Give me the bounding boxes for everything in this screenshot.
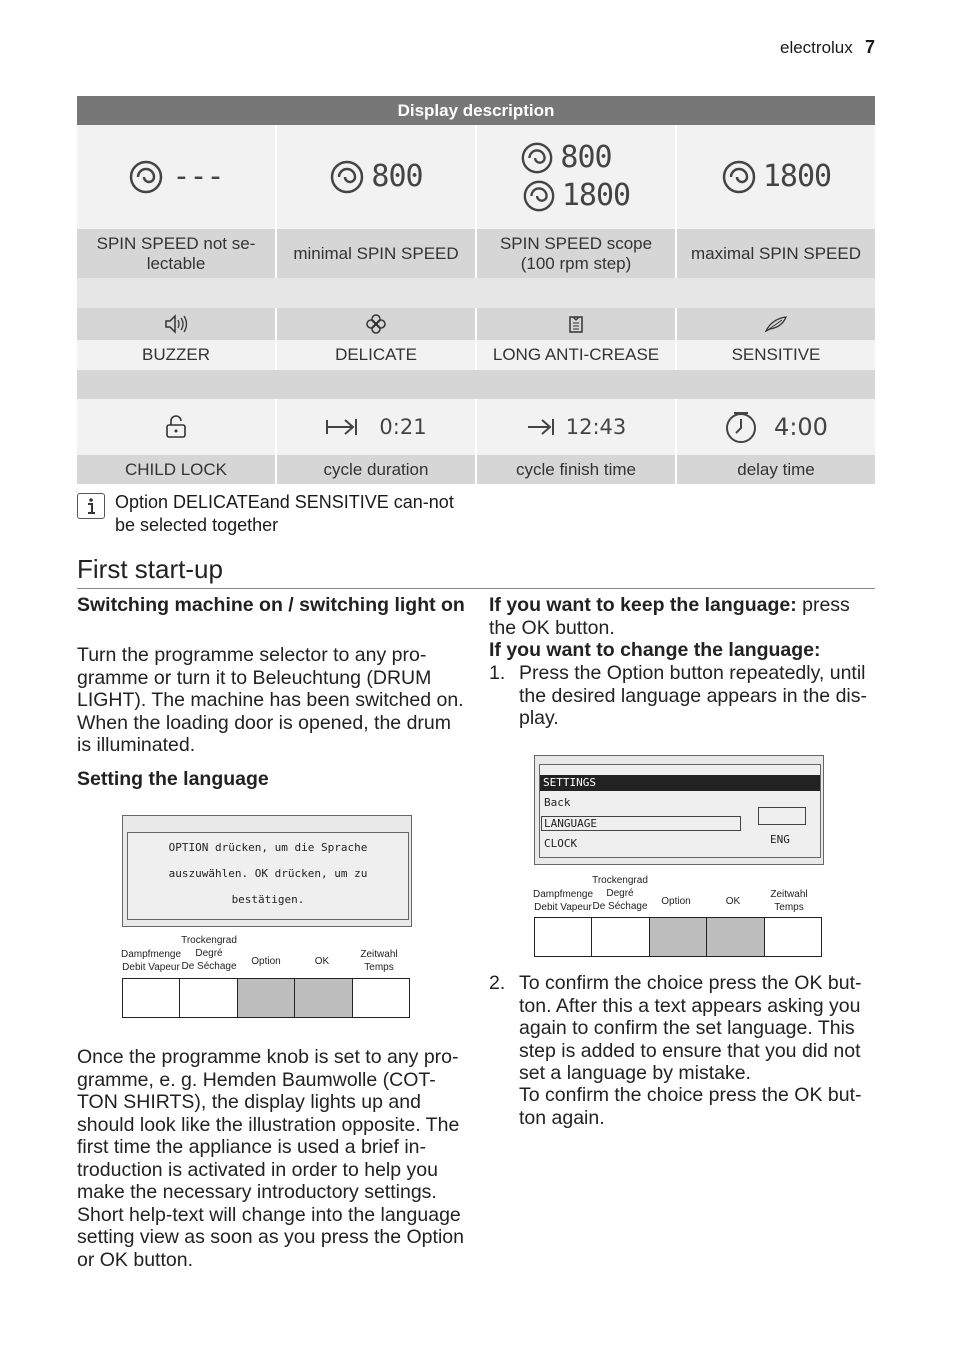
label-anticrease: LONG ANTI-CREASE (477, 340, 675, 370)
feather-icon (764, 315, 788, 333)
clock-icon (724, 410, 758, 444)
section-divider (77, 588, 875, 589)
heading-language: Setting the language (77, 768, 269, 790)
paragraph-keep-language: If you want to keep the language: press the OK button. (489, 594, 850, 639)
step-1-text: Press the Option button repeatedly, until the desired language appears in the dis-play. (519, 662, 867, 729)
cell-anticrease-icon (477, 308, 675, 340)
table-spacer (77, 278, 875, 308)
display-delay-time (677, 399, 875, 455)
display-cycle-duration (277, 399, 475, 455)
cell-sensitive-icon (677, 308, 875, 340)
label-spin-max: maximal SPIN SPEED (677, 229, 875, 278)
table-title: Display description (77, 96, 875, 125)
dryness-button[interactable] (592, 918, 649, 956)
padlock-icon (165, 415, 187, 439)
button-row (122, 978, 410, 1018)
paragraph-introduction: Once the programme knob is set to any pro-gramme, e. g. Hemden Baumwolle (COT-TON SHIRTS), the display lights up and should look like the illustration opposite. The first time the appliance is used a brief in-troduction is activated in order to help you make the necessary introductory settings. Short help-text will change into the language setting view as soon as you press the Option or OK button. (77, 1046, 464, 1271)
spin-value: 1800 (762, 159, 832, 194)
spin-icon (128, 159, 164, 195)
timer-button[interactable] (765, 918, 821, 956)
label-spin-none: SPIN SPEED not se-lectable (77, 229, 275, 278)
flower-icon (365, 313, 387, 335)
note-text: Option DELICATEand SENSITIVE can-not be selected together (115, 492, 454, 535)
page-number: 7 (865, 37, 876, 57)
buzzer-icon (164, 313, 188, 335)
option-button[interactable] (650, 918, 707, 956)
display-spin-scope (477, 125, 675, 229)
button-label-steam: Dampfmenge Debit Vapeur (120, 949, 182, 973)
heading-switching: Switching machine on / switching light on (77, 594, 465, 616)
button-label-option: Option (661, 896, 691, 907)
display-line: auszuwählen. OK drücken, um zu (168, 867, 368, 880)
table-spacer (77, 370, 875, 399)
display-finish-time (477, 399, 675, 455)
label-spin-scope: SPIN SPEED scope (100 rpm step) (477, 229, 675, 278)
spin-icon (721, 159, 757, 195)
button-label-dryness: Trockengrad Degré De Séchage (181, 935, 237, 972)
step-2-text: To confirm the choice press the OK but-ton. After this a text appears asking you again to confirm the set language. This step is added to ensure that you did not set a language by mistake. (519, 972, 862, 1084)
cell-childlock-icon (77, 399, 275, 455)
delay-value: 4:00 (774, 413, 828, 441)
menu-title: SETTINGS (540, 775, 820, 791)
info-icon (77, 493, 105, 519)
label-delicate: DELICATE (277, 340, 475, 370)
arrow-to-bar-icon (526, 416, 556, 438)
display-spin-min (277, 125, 475, 229)
steam-button[interactable] (535, 918, 592, 956)
dryness-button[interactable] (180, 979, 237, 1017)
spin-value: --- (172, 159, 224, 194)
paragraph-switching: Turn the programme selector to any pro-gramme or turn it to Beleuchtung (DRUM LIGHT). The machine has been switched on. When the loading door is opened, the drum is illuminated. (77, 644, 464, 756)
spin-icon (522, 179, 556, 213)
spin-icon (520, 141, 554, 175)
label-delay-time: delay time (677, 455, 875, 484)
section-title: First start-up (77, 554, 223, 584)
language-value: ENG (770, 833, 790, 846)
settings-screen (539, 764, 821, 858)
duration-value: 0:21 (379, 415, 427, 439)
button-label-dryness: Trockengrad Degré De Séchage (592, 875, 648, 912)
heading-change-language: If you want to change the language: (489, 639, 821, 661)
finish-time-value: 12:43 (565, 415, 627, 439)
spin-icon (329, 159, 365, 195)
steam-button[interactable] (123, 979, 180, 1017)
display-spin-max (677, 125, 875, 229)
button-label-timer: Zeitwahl Temps (360, 949, 398, 973)
button-label-ok: OK (725, 896, 741, 907)
label-cycle-duration: cycle duration (277, 455, 475, 484)
spin-value: 1800 (561, 178, 631, 213)
cell-buzzer-icon (77, 308, 275, 340)
option-button[interactable] (238, 979, 295, 1017)
ok-button[interactable] (707, 918, 764, 956)
button-label-option: Option (251, 956, 281, 967)
button-row (534, 917, 822, 957)
arrow-to-bar-icon (325, 416, 359, 438)
display-spin-none (77, 125, 275, 229)
value-box (758, 807, 806, 825)
button-label-ok: OK (314, 956, 330, 967)
label-finish-time: cycle finish time (477, 455, 675, 484)
cell-delicate-icon (277, 308, 475, 340)
label-childlock: CHILD LOCK (77, 455, 275, 484)
ok-button[interactable] (295, 979, 352, 1017)
label-sensitive: SENSITIVE (677, 340, 875, 370)
settings-display (534, 755, 824, 865)
label-spin-min: minimal SPIN SPEED (277, 229, 475, 278)
menu-item-back: Back (544, 796, 571, 809)
spin-value: 800 (371, 159, 423, 194)
button-label-timer: Zeitwahl Temps (770, 889, 808, 913)
step-2-continued: To confirm the choice press the OK but-ton again. (519, 1084, 862, 1129)
step-number: 2. (489, 972, 506, 994)
display-illustration (122, 815, 412, 927)
display-line: bestätigen. (231, 893, 305, 906)
spin-value: 800 (560, 140, 612, 175)
button-label-steam: Dampfmenge Debit Vapeur (532, 889, 594, 913)
menu-item-clock: CLOCK (544, 837, 578, 850)
shirt-icon (568, 314, 584, 334)
timer-button[interactable] (353, 979, 409, 1017)
display-line: OPTION drücken, um die Sprache (168, 841, 368, 854)
brand-name: electrolux (780, 38, 853, 57)
step-number: 1. (489, 662, 506, 684)
menu-item-language: LANGUAGE (541, 816, 741, 831)
display-screen (127, 832, 409, 920)
label-buzzer: BUZZER (77, 340, 275, 370)
